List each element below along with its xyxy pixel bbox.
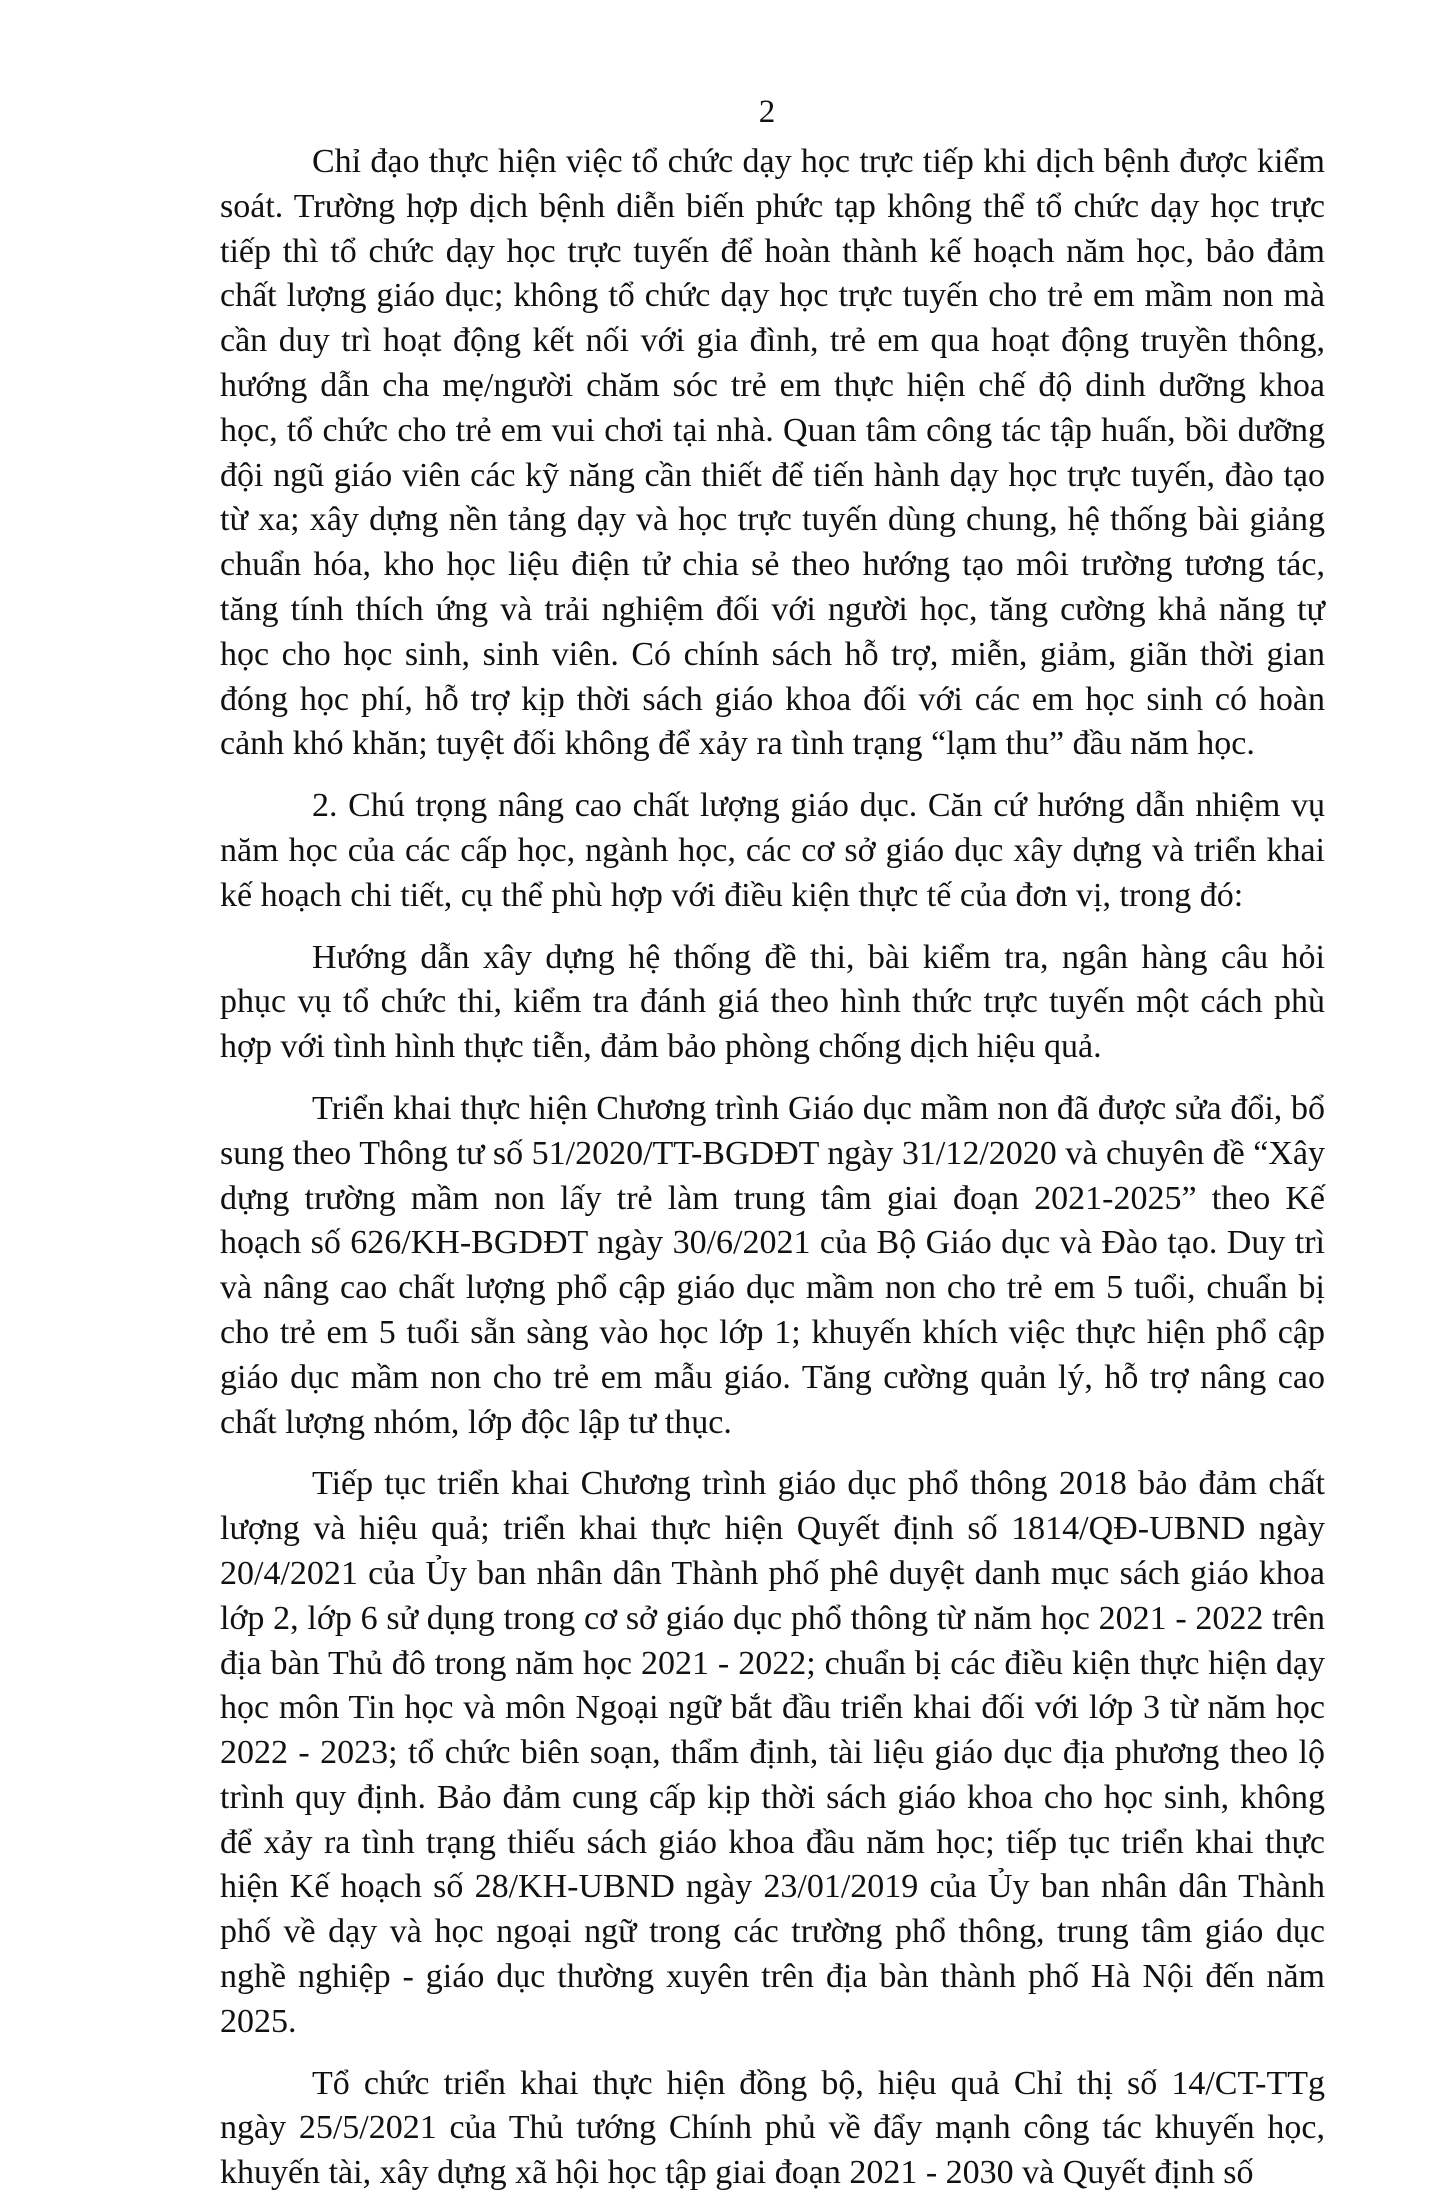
paragraph-preschool-program: Triển khai thực hiện Chương trình Giáo dục mầm non đã được sửa đổi, bổ sung theo Thông tư số 51/2020/TT-BGDĐT ngày 31/12/2020 và chuyên đề “Xây dựng trường mầm non lấy trẻ làm trung tâm giai đoạn 2021-2025” theo Kế hoạch số 626/KH-BGDĐT ngày 30/6/2021 của Bộ Giáo dục và Đào tạo. Duy trì và nâng cao chất lượng phổ cập giáo dục mầm non cho trẻ em 5 tuổi, chuẩn bị cho trẻ em 5 tuổi sẵn sàng vào học lớp 1; khuyến khích việc thực hiện phổ cập giáo dục mầm non cho trẻ em mẫu giáo. Tăng cường quản lý, hỗ trợ nâng cao chất lượng nhóm, lớp độc lập tư thục. (220, 1089, 1325, 1441)
paragraph-learning-society: Tổ chức triển khai thực hiện đồng bộ, hiệu quả Chỉ thị số 14/CT-TTg ngày 25/5/2021 của Thủ tướng Chính phủ về đẩy mạnh công tác khuyến học, khuyến tài, xây dựng xã hội học tập giai đoạn 2021 - 2030 và Quyết định số (220, 2064, 1325, 2192)
paragraph-general-education-program: Tiếp tục triển khai Chương trình giáo dục phổ thông 2018 bảo đảm chất lượng và hiệu quả; triển khai thực hiện Quyết định số 1814/QĐ-UBND ngày 20/4/2021 của Ủy ban nhân dân Thành phố phê duyệt danh mục sách giáo khoa lớp 2, lớp 6 sử dụng trong cơ sở giáo dục phổ thông từ năm học 2021 - 2022 trên địa bàn Thủ đô trong năm học 2021 - 2022; chuẩn bị các điều kiện thực hiện dạy học môn Tin học và môn Ngoại ngữ bắt đầu triển khai đối với lớp 3 từ năm học 2022 - 2023; tổ chức biên soạn, thẩm định, tài liệu giáo dục địa phương theo lộ trình quy định. Bảo đảm cung cấp kịp thời sách giáo khoa cho học sinh, không để xảy ra tình trạng thiếu sách giáo khoa đầu năm học; tiếp tục triển khai thực hiện Kế hoạch số 28/KH-UBND ngày 23/01/2019 của Ủy ban nhân dân Thành phố về dạy và học ngoại ngữ trong các trường phổ thông, trung tâm giáo dục nghề nghiệp - giáo dục thường xuyên trên địa bàn thành phố Hà Nội đến năm 2025. (220, 1465, 1325, 2040)
page-number: 2 (758, 94, 776, 130)
paragraph-exam-guidance: Hướng dẫn xây dựng hệ thống đề thi, bài kiểm tra, ngân hàng câu hỏi phục vụ tổ chức thi, kiểm tra đánh giá theo hình thức trực tuyến một cách phù hợp với tình hình thực tiễn, đảm bảo phòng chống dịch hiệu quả. (220, 938, 1325, 1066)
paragraph-online-teaching-directive: Chỉ đạo thực hiện việc tổ chức dạy học trực tiếp khi dịch bệnh được kiểm soát. Trường hợp dịch bệnh diễn biến phức tạp không thể tổ chức dạy học trực tiếp thì tổ chức dạy học trực tuyến để hoàn thành kế hoạch năm học, bảo đảm chất lượng giáo dục; không tổ chức dạy học trực tuyến cho trẻ em mầm non mà cần duy trì hoạt động kết nối với gia đình, trẻ em qua hoạt động truyền thông, hướng dẫn cha mẹ/người chăm sóc trẻ em thực hiện chế độ dinh dưỡng khoa học, tổ chức cho trẻ em vui chơi tại nhà. Quan tâm công tác tập huấn, bồi dưỡng đội ngũ giáo viên các kỹ năng cần thiết để tiến hành dạy học trực tuyến, đào tạo từ xa; xây dựng nền tảng dạy và học trực tuyến dùng chung, hệ thống bài giảng chuẩn hóa, kho học liệu điện tử chia sẻ theo hướng tạo môi trường tương tác, tăng tính thích ứng và trải nghiệm đối với người học, tăng cường khả năng tự học cho học sinh, sinh viên. Có chính sách hỗ trợ, miễn, giảm, giãn thời gian đóng học phí, hỗ trợ kịp thời sách giáo khoa đối với các em học sinh có hoàn cảnh khó khăn; tuyệt đối không để xảy ra tình trạng “lạm thu” đầu năm học. (220, 143, 1325, 763)
document-body (220, 140, 1325, 2196)
paragraph-education-quality: 2. Chú trọng nâng cao chất lượng giáo dục. Căn cứ hướng dẫn nhiệm vụ năm học của các cấp học, ngành học, các cơ sở giáo dục xây dựng và triển khai kế hoạch chi tiết, cụ thể phù hợp với điều kiện thực tế của đơn vị, trong đó: (220, 787, 1325, 914)
